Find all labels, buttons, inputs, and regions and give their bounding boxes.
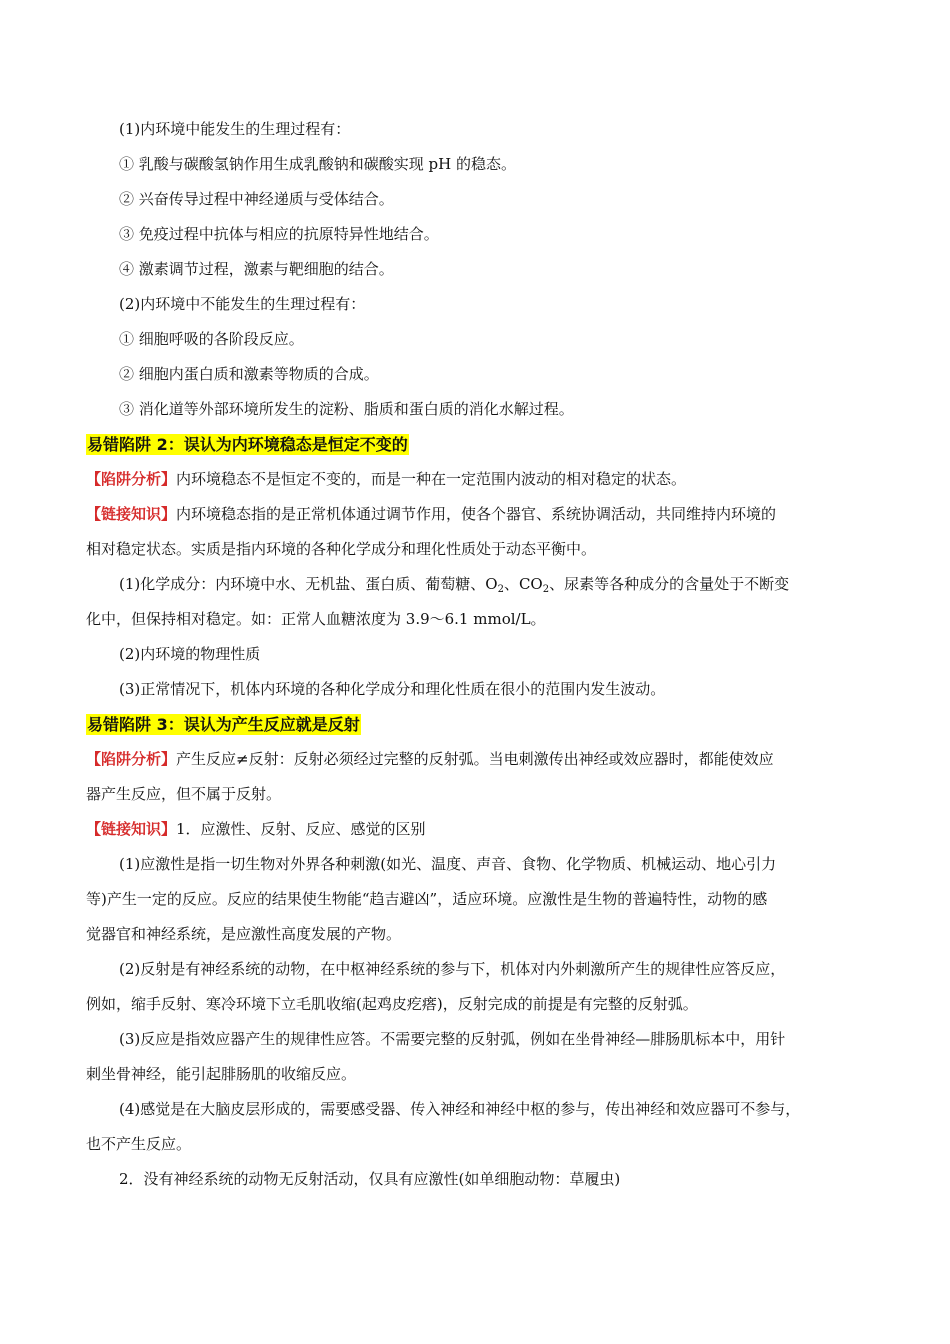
trap-3-heading: 易错陷阱 3：误认为产生反应就是反射 [87,715,360,734]
trap-2-heading: 易错陷阱 2：误认为内环境稳态是恒定不变的 [87,435,408,454]
cannot-occur-item-3: ③ 消化道等外部环境所发生的淀粉、脂质和蛋白质的消化水解过程。 [119,400,574,418]
chemical-composition-line-1 [86,567,866,602]
cannot-occur-item-1: ① 细胞呼吸的各阶段反应。 [119,330,304,348]
irritability-line-3: 觉器官和神经系统，是应激性高度发展的产物。 [86,925,402,943]
irritability-line-2: 等)产生一定的反应。反应的结果使生物能“趋吉避凶”，适应环境。应激性是生物的普遍特性，动物的感 [86,890,768,908]
knowledge-tag: 【链接知识】 [86,505,177,523]
chem-text-a: (1)化学成分：内环境中水、无机盐、蛋白质、葡萄糖、O [119,575,498,593]
reflex-line-2: 例如，缩手反射、寒冷环境下立毛肌收缩(起鸡皮疙瘩)，反射完成的前提是有完整的反射弧。 [86,995,698,1013]
reaction-line-1: (3)反应是指效应器产生的规律性应答。不需要完整的反射弧，例如在坐骨神经—腓肠肌标本中，用针 [119,1030,786,1048]
trap-2-analysis [86,462,866,497]
trap-3-analysis-line-1 [86,742,866,777]
trap-2-heading-row [86,427,866,462]
trap-2-knowledge-line-1 [86,497,866,532]
knowledge-title-text: 1．应激性、反射、反应、感觉的区别 [176,820,426,838]
chem-text-b: 、CO [503,575,543,593]
knowledge-text: 内环境稳态指的是正常机体通过调节作用，使各个器官、系统协调活动，共同维持内环境的 [176,505,777,523]
final-note: 2．没有神经系统的动物无反射活动，仅具有应激性(如单细胞动物：草履虫) [119,1170,621,1188]
reflex-line-1: (2)反射是有神经系统的动物，在中枢神经系统的参与下，机体对内外刺激所产生的规律性应答反应， [119,960,786,978]
can-occur-intro: (1)内环境中能发生的生理过程有： [119,120,351,138]
can-occur-item-3: ③ 免疫过程中抗体与相应的抗原特异性地结合。 [119,225,439,243]
chem-sub-1: 2 [497,584,504,595]
analysis-text: 内环境稳态不是恒定不变的，而是一种在一定范围内波动的相对稳定的状态。 [176,470,687,488]
trap-3-analysis-line-2: 器产生反应，但不属于反射。 [86,785,282,803]
knowledge-tag: 【链接知识】 [86,820,177,838]
reaction-line-2: 刺坐骨神经，能引起腓肠肌的收缩反应。 [86,1065,357,1083]
chem-sub-2: 2 [542,584,550,595]
analysis-text: 产生反应≠反射：反射必须经过完整的反射弧。当电刺激传出神经或效应器时，都能使效应 [176,750,774,768]
trap-2-knowledge-line-2: 相对稳定状态。实质是指内环境的各种化学成分和理化性质处于动态平衡中。 [86,540,597,558]
analysis-tag: 【陷阱分析】 [86,470,177,488]
can-occur-item-4: ④ 激素调节过程，激素与靶细胞的结合。 [119,260,394,278]
sensation-line-2: 也不产生反应。 [86,1135,192,1153]
cannot-occur-item-2: ② 细胞内蛋白质和激素等物质的合成。 [119,365,379,383]
irritability-line-1: (1)应激性是指一切生物对外界各种刺激(如光、温度、声音、食物、化学物质、机械运动、地心引力 [119,855,777,873]
can-occur-item-2: ② 兴奋传导过程中神经递质与受体结合。 [119,190,394,208]
trap-3-knowledge-title [86,812,866,847]
cannot-occur-intro: (2)内环境中不能发生的生理过程有： [119,295,366,313]
analysis-tag: 【陷阱分析】 [86,750,177,768]
chemical-composition-line-2: 化中，但保持相对稳定。如：正常人血糖浓度为 3.9～6.1 mmol/L。 [86,610,546,628]
sensation-line-1: (4)感觉是在大脑皮层形成的，需要感受器、传入神经和神经中枢的参与，传出神经和效应器可不参与， [119,1100,801,1118]
trap-3-heading-row [86,707,866,742]
chem-text-c: 、尿素等各种成分的含量处于不断变 [549,575,790,593]
document-content [86,112,866,1197]
normal-conditions: (3)正常情况下，机体内环境的各种化学成分和理化性质在很小的范围内发生波动。 [119,680,666,698]
physical-properties: (2)内环境的物理性质 [119,645,261,663]
can-occur-item-1: ① 乳酸与碳酸氢钠作用生成乳酸钠和碳酸实现 pH 的稳态。 [119,155,516,173]
